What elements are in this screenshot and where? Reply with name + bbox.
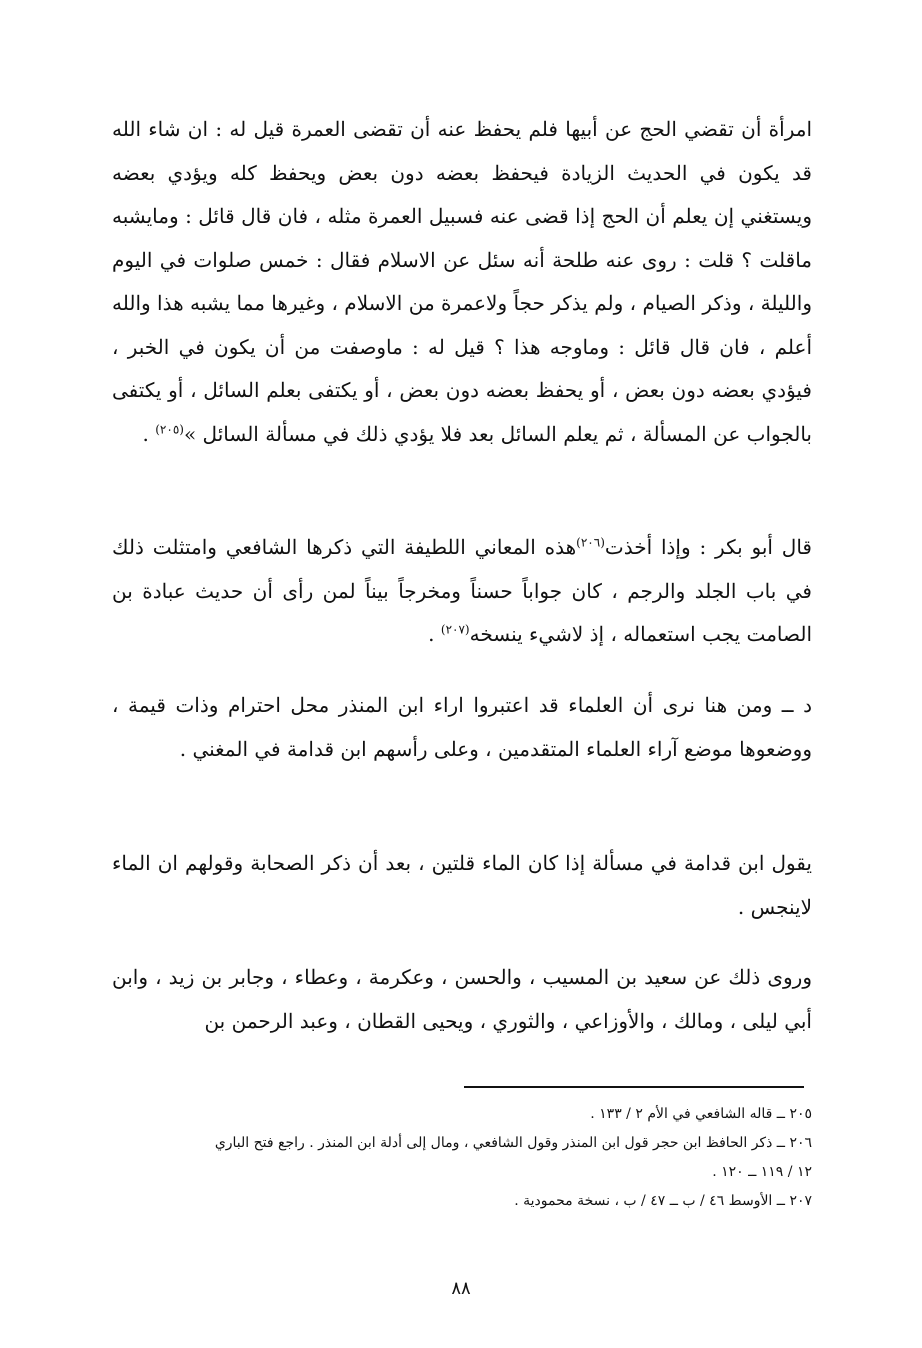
footnote-divider <box>464 1086 804 1088</box>
paragraph-5: وروى ذلك عن سعيد بن المسيب ، والحسن ، وعكرمة ، وعطاء ، وجابر بن زيد ، وابن أبي ليلى ، ومالك ، والأوزاعي ، والثوري ، ويحيى القطان ، وعبد الرحمن بن <box>112 965 813 1033</box>
paragraph-3: د ــ ومن هنا نرى أن العلماء قد اعتبروا اراء ابن المنذر محل احترام وذات قيمة ، ووضعوها موضع آراء العلماء المتقدمين ، وعلى رأسهم ابن قدامة في المغني . <box>112 693 812 761</box>
footnote-206-continued: ١٢ / ١١٩ ــ ١٢٠ . <box>712 1164 812 1180</box>
paragraph-1 <box>112 108 812 456</box>
footnote-205: ٢٠٥ ــ قاله الشافعي في الأم ٢ / ١٣٣ . <box>590 1106 812 1122</box>
paragraph-1-end: . <box>142 421 156 446</box>
footnote-ref-207: (٢٠٧) <box>440 622 470 637</box>
paragraph-1-text: امرأة أن تقضي الحج عن أبيها فلم يحفظ عنه أن تقضى العمرة قيل له : ان شاء الله قد يكون في الحديث الزيادة فيحفظ بعضه دون بعض ويحفظ كله ويؤدي بعضه ويستغني إن يعلم أن الحج إذا قضى عنه فسبيل العمرة مثله ، فان قال قائل : ومايشبه ماقلت ؟ قلت : روى عنه طلحة أنه سئل عن الاسلام فقال : خمس صلوات في اليوم والليلة ، وذكر الصيام ، ولم يذكر حجاً ولاعمرة من الاسلام ، وغيرها مما يشبه هذا والله أعلم ، فان قال قائل : وماوجه هذا ؟ قيل له : ماوصفت من أن يكون في الخبر ، فيؤدي بعضه دون بعض ، أو يحفظ بعضه دون بعض ، أو يكتفى بعلم السائل ، أو يكتفى بالجواب عن المسألة ، ثم يعلم السائل بعد فلا يؤدي ذلك في مسألة السائل » <box>112 117 812 446</box>
footnote-ref-206: (٢٠٦) <box>576 535 605 550</box>
footnote-207: ٢٠٧ ــ الأوسط ٤٦ / ب ــ ٤٧ / ب ، نسخة محمودية . <box>514 1193 812 1209</box>
paragraph-2-text-body: هذه المعاني اللطيفة التي ذكرها الشافعي وامتثلت ذلك في باب الجلد والرجم ، كان جواباً حسناً ومخرجاً بيناً لمن رأى أن حديث عبادة بن الصامت يجب استعماله ، إذ لاشيء ينسخه <box>112 535 812 646</box>
page-number: ٨٨ <box>451 1278 471 1299</box>
footnote-206: ٢٠٦ ــ ذكر الحافظ ابن حجر قول ابن المنذر وقول الشافعي ، ومال إلى أدلة ابن المنذر . راجع فتح الباري <box>214 1135 812 1151</box>
paragraph-4: يقول ابن قدامة في مسألة إذا كان الماء قلتين ، بعد أن ذكر الصحابة وقولهم ان الماء لاينجس . <box>112 851 812 919</box>
paragraph-2 <box>112 526 812 657</box>
paragraph-2-text-start: قال أبو بكر : وإذا أخذت <box>604 535 812 559</box>
footnote-ref-205: (٢٠٥) <box>155 421 184 436</box>
footnotes <box>112 1100 812 1216</box>
paragraph-2-end: . <box>428 622 441 646</box>
